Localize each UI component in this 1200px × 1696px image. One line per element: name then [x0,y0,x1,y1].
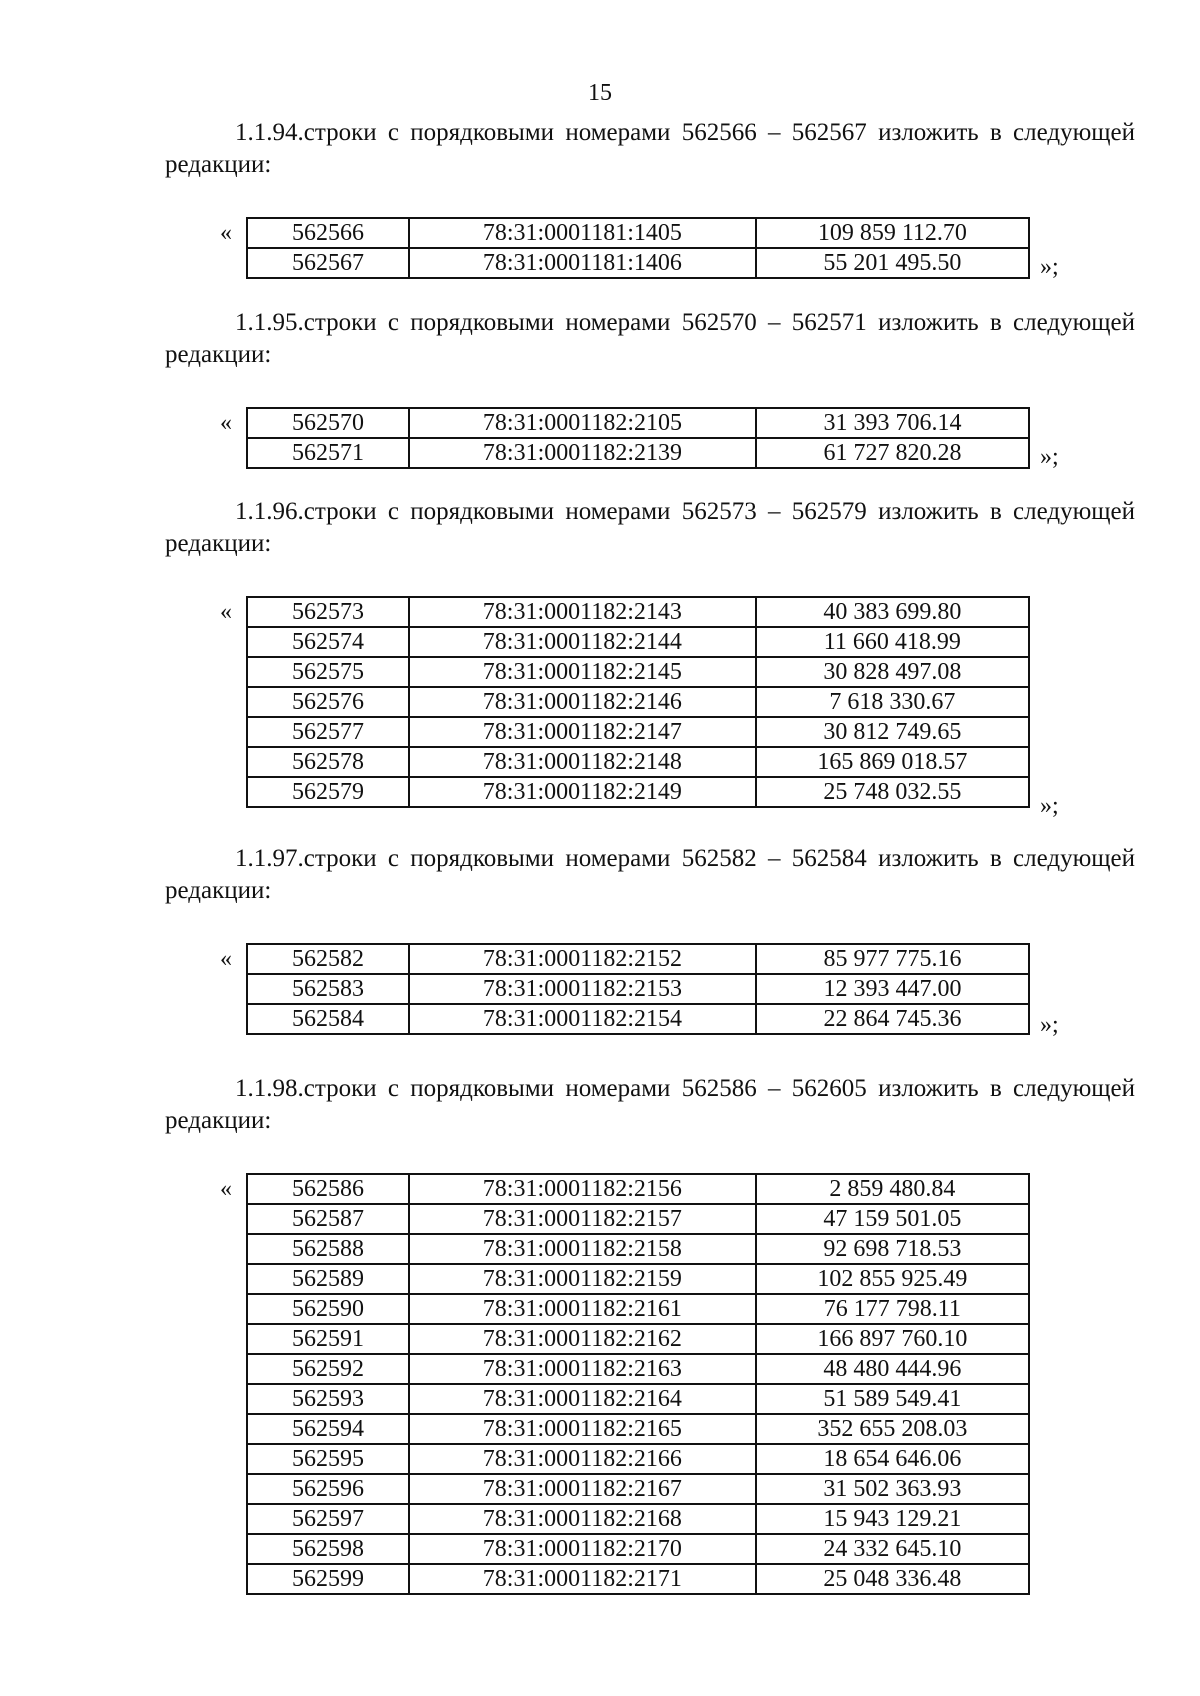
row-number-cell: 562584 [247,1004,409,1034]
cadastral-number-cell: 78:31:0001182:2154 [409,1004,756,1034]
table-row [247,1354,1029,1384]
table-row [247,777,1029,807]
closing-quote: »; [1040,793,1059,819]
cadastral-number-cell: 78:31:0001182:2143 [409,597,756,627]
table-row [247,657,1029,687]
cadastral-number-cell: 78:31:0001182:2163 [409,1354,756,1384]
row-number-cell: 562597 [247,1504,409,1534]
cadastral-number-cell: 78:31:0001182:2157 [409,1204,756,1234]
row-number-cell: 562576 [247,687,409,717]
value-cell: 165 869 018.57 [756,747,1029,777]
row-number-cell: 562592 [247,1354,409,1384]
cadastral-number-cell: 78:31:0001182:2159 [409,1264,756,1294]
cadastral-number-cell: 78:31:0001182:2168 [409,1504,756,1534]
table-row [247,627,1029,657]
paragraph-line-2: редакции: [165,341,272,368]
amendment-section [0,843,1200,1038]
value-cell: 47 159 501.05 [756,1204,1029,1234]
row-number-cell: 562579 [247,777,409,807]
value-cell: 166 897 760.10 [756,1324,1029,1354]
cadastral-table [246,596,1030,808]
amendment-section [0,307,1200,470]
paragraph-line-1: 1.1.97.строки с порядковыми номерами 562582 – 562584 изложить в следующей [235,845,1135,872]
value-cell: 92 698 718.53 [756,1234,1029,1264]
value-cell: 15 943 129.21 [756,1504,1029,1534]
paragraph-line-1: 1.1.95.строки с порядковыми номерами 562570 – 562571 изложить в следующей [235,309,1135,336]
cadastral-number-cell: 78:31:0001182:2105 [409,408,756,438]
table-row [247,1564,1029,1594]
opening-quote: « [220,1176,232,1202]
value-cell: 85 977 775.16 [756,944,1029,974]
cadastral-number-cell: 78:31:0001182:2149 [409,777,756,807]
table-row [247,248,1029,278]
value-cell: 61 727 820.28 [756,438,1029,468]
table-row [247,1234,1029,1264]
paragraph-line-2: редакции: [165,877,272,904]
row-number-cell: 562575 [247,657,409,687]
opening-quote: « [220,946,232,972]
table-row [247,438,1029,468]
table-row [247,1294,1029,1324]
amendment-paragraph [0,1073,1200,1137]
row-number-cell: 562596 [247,1474,409,1504]
row-number-cell: 562590 [247,1294,409,1324]
row-number-cell: 562567 [247,248,409,278]
table-row [247,1444,1029,1474]
value-cell: 2 859 480.84 [756,1174,1029,1204]
table-row [247,944,1029,974]
value-cell: 22 864 745.36 [756,1004,1029,1034]
cadastral-number-cell: 78:31:0001182:2161 [409,1294,756,1324]
value-cell: 76 177 798.11 [756,1294,1029,1324]
value-cell: 25 748 032.55 [756,777,1029,807]
cadastral-number-cell: 78:31:0001182:2145 [409,657,756,687]
value-cell: 25 048 336.48 [756,1564,1029,1594]
cadastral-number-cell: 78:31:0001182:2162 [409,1324,756,1354]
value-cell: 55 201 495.50 [756,248,1029,278]
cadastral-number-cell: 78:31:0001182:2170 [409,1534,756,1564]
row-number-cell: 562570 [247,408,409,438]
row-number-cell: 562594 [247,1414,409,1444]
table-row [247,1174,1029,1204]
table-row [247,1324,1029,1354]
cadastral-table [246,217,1030,279]
table-row [247,687,1029,717]
value-cell: 11 660 418.99 [756,627,1029,657]
amendment-paragraph [0,496,1200,560]
paragraph-line-1: 1.1.96.строки с порядковыми номерами 562573 – 562579 изложить в следующей [235,498,1135,525]
table-row [247,1414,1029,1444]
value-cell: 24 332 645.10 [756,1534,1029,1564]
table-row [247,218,1029,248]
opening-quote: « [220,220,232,246]
table-row [247,1004,1029,1034]
row-number-cell: 562573 [247,597,409,627]
closing-quote: »; [1040,444,1059,470]
cadastral-number-cell: 78:31:0001182:2152 [409,944,756,974]
cadastral-number-cell: 78:31:0001182:2164 [409,1384,756,1414]
page-number: 15 [588,80,612,106]
value-cell: 31 393 706.14 [756,408,1029,438]
cadastral-number-cell: 78:31:0001182:2166 [409,1444,756,1474]
row-number-cell: 562599 [247,1564,409,1594]
value-cell: 48 480 444.96 [756,1354,1029,1384]
cadastral-number-cell: 78:31:0001182:2139 [409,438,756,468]
cadastral-number-cell: 78:31:0001182:2147 [409,717,756,747]
row-number-cell: 562578 [247,747,409,777]
value-cell: 352 655 208.03 [756,1414,1029,1444]
cadastral-number-cell: 78:31:0001182:2146 [409,687,756,717]
amendment-section [0,1073,1200,1592]
cadastral-number-cell: 78:31:0001182:2158 [409,1234,756,1264]
row-number-cell: 562566 [247,218,409,248]
row-number-cell: 562598 [247,1534,409,1564]
cadastral-table [246,1173,1030,1595]
value-cell: 12 393 447.00 [756,974,1029,1004]
row-number-cell: 562595 [247,1444,409,1474]
table-row [247,974,1029,1004]
table-row [247,1534,1029,1564]
row-number-cell: 562589 [247,1264,409,1294]
cadastral-table [246,943,1030,1035]
value-cell: 40 383 699.80 [756,597,1029,627]
cadastral-number-cell: 78:31:0001182:2153 [409,974,756,1004]
row-number-cell: 562593 [247,1384,409,1414]
table-row [247,1474,1029,1504]
cadastral-number-cell: 78:31:0001182:2165 [409,1414,756,1444]
table-row [247,597,1029,627]
row-number-cell: 562583 [247,974,409,1004]
table-row [247,1204,1029,1234]
row-number-cell: 562587 [247,1204,409,1234]
value-cell: 109 859 112.70 [756,218,1029,248]
value-cell: 102 855 925.49 [756,1264,1029,1294]
row-number-cell: 562577 [247,717,409,747]
amendment-paragraph [0,307,1200,371]
value-cell: 18 654 646.06 [756,1444,1029,1474]
closing-quote: »; [1040,1012,1059,1038]
amendment-section [0,117,1200,280]
cadastral-number-cell: 78:31:0001182:2148 [409,747,756,777]
paragraph-line-2: редакции: [165,530,272,557]
table-row [247,717,1029,747]
opening-quote: « [220,599,232,625]
row-number-cell: 562582 [247,944,409,974]
row-number-cell: 562588 [247,1234,409,1264]
row-number-cell: 562574 [247,627,409,657]
row-number-cell: 562571 [247,438,409,468]
value-cell: 30 812 749.65 [756,717,1029,747]
paragraph-line-2: редакции: [165,151,272,178]
table-row [247,1264,1029,1294]
cadastral-number-cell: 78:31:0001182:2167 [409,1474,756,1504]
value-cell: 7 618 330.67 [756,687,1029,717]
amendment-paragraph [0,117,1200,181]
table-row [247,408,1029,438]
row-number-cell: 562586 [247,1174,409,1204]
paragraph-line-2: редакции: [165,1107,272,1134]
cadastral-number-cell: 78:31:0001181:1406 [409,248,756,278]
value-cell: 31 502 363.93 [756,1474,1029,1504]
cadastral-number-cell: 78:31:0001182:2144 [409,627,756,657]
amendment-paragraph [0,843,1200,907]
paragraph-line-1: 1.1.94.строки с порядковыми номерами 562566 – 562567 изложить в следующей [235,119,1135,146]
cadastral-number-cell: 78:31:0001182:2156 [409,1174,756,1204]
table-row [247,747,1029,777]
amendment-section [0,496,1200,819]
table-row [247,1504,1029,1534]
cadastral-number-cell: 78:31:0001182:2171 [409,1564,756,1594]
cadastral-table [246,407,1030,469]
value-cell: 30 828 497.08 [756,657,1029,687]
closing-quote: »; [1040,254,1059,280]
opening-quote: « [220,410,232,436]
table-row [247,1384,1029,1414]
cadastral-number-cell: 78:31:0001181:1405 [409,218,756,248]
value-cell: 51 589 549.41 [756,1384,1029,1414]
row-number-cell: 562591 [247,1324,409,1354]
paragraph-line-1: 1.1.98.строки с порядковыми номерами 562586 – 562605 изложить в следующей [235,1075,1135,1102]
